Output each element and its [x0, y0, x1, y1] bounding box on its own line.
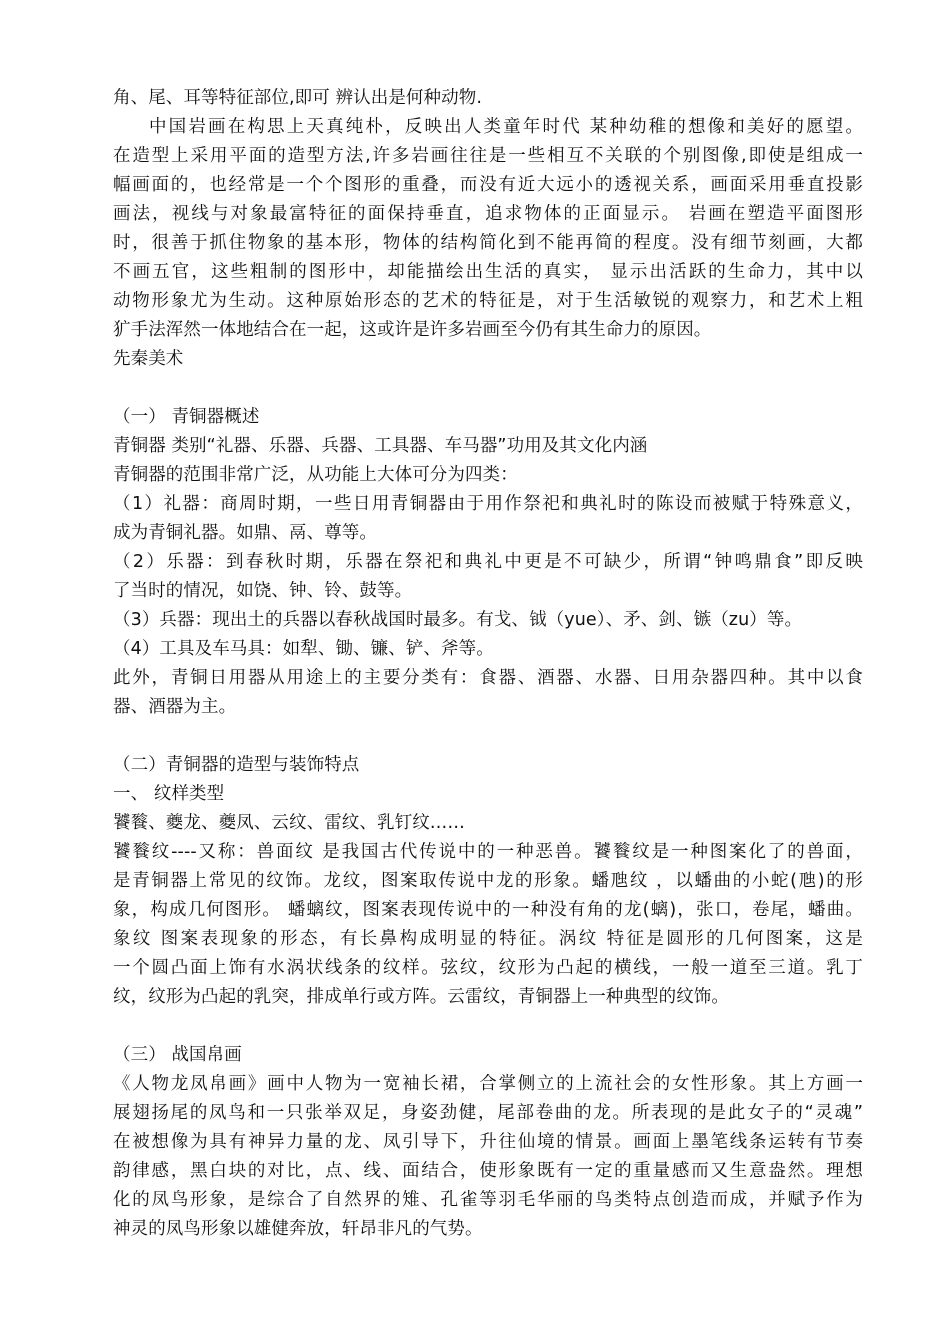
paragraph-line: 不画五官，这些粗制的图形中，却能描绘出生活的真实， 显示出活跃的生命力，其中以 — [113, 262, 863, 282]
blank-line — [113, 722, 863, 751]
paragraph-line: 器、酒器为主。 — [113, 697, 237, 717]
list-item: （1）礼器：商周时期，一些日用青铜器由于用作祭祀和典礼时的陈设而被赋于特殊意义， — [113, 494, 863, 514]
section-heading: （一） 青铜器概述 — [113, 407, 260, 427]
list-item: （2）乐器：到春秋时期，乐器在祭祀和典礼中更是不可缺少，所谓“钟鸣鼎食”即反映 — [113, 552, 863, 572]
list-item: （3）兵器：现出土的兵器以春秋战国时最多。有戈、钺（yue）、矛、剑、镞（zu）等。 — [113, 610, 803, 630]
blank-line — [113, 1012, 863, 1041]
paragraph-line: 中国岩画在构思上天真纯朴，反映出人类童年时代 某种幼稚的想像和美好的愿望。 — [149, 117, 863, 137]
list-item-continuation: 了当时的情况，如饶、钟、铃、鼓等。 — [113, 581, 413, 601]
paragraph-line: 纹，纹形为凸起的乳突，排成单行或方阵。云雷纹，青铜器上一种典型的纹饰。 — [113, 987, 729, 1007]
paragraph-line: 青铜器 类别“礼器、乐器、兵器、工具器、车马器”功用及其文化内涵 — [113, 436, 648, 456]
paragraph-line: 化的凤鸟形象，是综合了自然界的雉、孔雀等羽毛华丽的鸟类特点创造而成，并赋予作为 — [113, 1190, 863, 1210]
paragraph-line: 饕餮纹----又称：兽面纹 是我国古代传说中的一种恶兽。饕餮纹是一种图案化了的兽面， — [113, 842, 863, 862]
paragraph-line: 饕餮、夔龙、夔凤、云纹、雷纹、乳钉纹…… — [113, 813, 465, 833]
paragraph-line: 象，构成几何图形。 蟠螭纹，图案表现传说中的一种没有角的龙(螭)，张口，卷尾，蟠曲。 — [113, 900, 863, 920]
paragraph-line: 神灵的凤鸟形象以雄健奔放，轩昂非凡的气势。 — [113, 1219, 483, 1239]
paragraph-line: 是青铜器上常见的纹饰。龙纹，图案取传说中龙的形象。蟠虺纹 ，以蟠曲的小蛇(虺)的形 — [113, 871, 863, 891]
paragraph-line: 角、尾、耳等特征部位,即可 辨认出是何种动物. — [113, 88, 482, 108]
paragraph-line: 象纹 图案表现象的形态，有长鼻构成明显的特征。涡纹 特征是圆形的几何图案，这是 — [113, 929, 863, 949]
document-page — [113, 84, 863, 1244]
paragraph-line: 在造型上采用平面的造型方法,许多岩画往往是一些相互不关联的个别图像,即使是组成一 — [113, 146, 863, 166]
paragraph-line: 犷手法浑然一体地结合在一起，这或许是许多岩画至今仍有其生命力的原因。 — [113, 320, 712, 340]
subsection-heading: 一、 纹样类型 — [113, 784, 225, 804]
paragraph-line: 青铜器的范围非常广泛，从功能上大体可分为四类： — [113, 465, 518, 485]
list-item: （4）工具及车马具：如犁、锄、镰、铲、斧等。 — [113, 639, 494, 659]
paragraph-line: 幅画面的，也经常是一个个图形的重叠，而没有近大远小的透视关系，画面采用垂直投影 — [113, 175, 863, 195]
paragraph-line: 此外，青铜日用器从用途上的主要分类有：食器、酒器、水器、日用杂器四种。其中以食 — [113, 668, 863, 688]
section-heading: （二）青铜器的造型与装饰特点 — [113, 755, 360, 775]
paragraph-line: 画法，视线与对象最富特征的面保持垂直，追求物体的正面显示。 岩画在塑造平面图形 — [113, 204, 863, 224]
paragraph-line: 在被想像为具有神异力量的龙、凤引导下，升往仙境的情景。画面上墨笔线条运转有节奏 — [113, 1132, 863, 1152]
paragraph-line: 韵律感，黑白块的对比，点、线、面结合，使形象既有一定的重量感而又生意盎然。理想 — [113, 1161, 863, 1181]
paragraph-line: 一个圆凸面上饰有水涡状线条的纹样。弦纹，纹形为凸起的横线，一般一道至三道。乳丁 — [113, 958, 863, 978]
paragraph-line: 展翅扬尾的凤鸟和一只张举双足，身姿劲健，尾部卷曲的龙。所表现的是此女子的“灵魂” — [113, 1103, 863, 1123]
section-title: 先秦美术 — [113, 349, 184, 369]
paragraph-line: 时，很善于抓住物象的基本形，物体的结构简化到不能再简的程度。没有细节刻画，大都 — [113, 233, 863, 253]
paragraph-line: 动物形象尤为生动。这种原始形态的艺术的特征是，对于生活敏锐的观察力，和艺术上粗 — [113, 291, 863, 311]
list-item-continuation: 成为青铜礼器。如鼎、鬲、尊等。 — [113, 523, 377, 543]
section-heading: （三） 战国帛画 — [113, 1045, 242, 1065]
paragraph-line: 《人物龙凤帛画》画中人物为一宽袖长裙，合掌侧立的上流社会的女性形象。其上方画一 — [113, 1074, 863, 1094]
blank-line — [113, 374, 863, 403]
